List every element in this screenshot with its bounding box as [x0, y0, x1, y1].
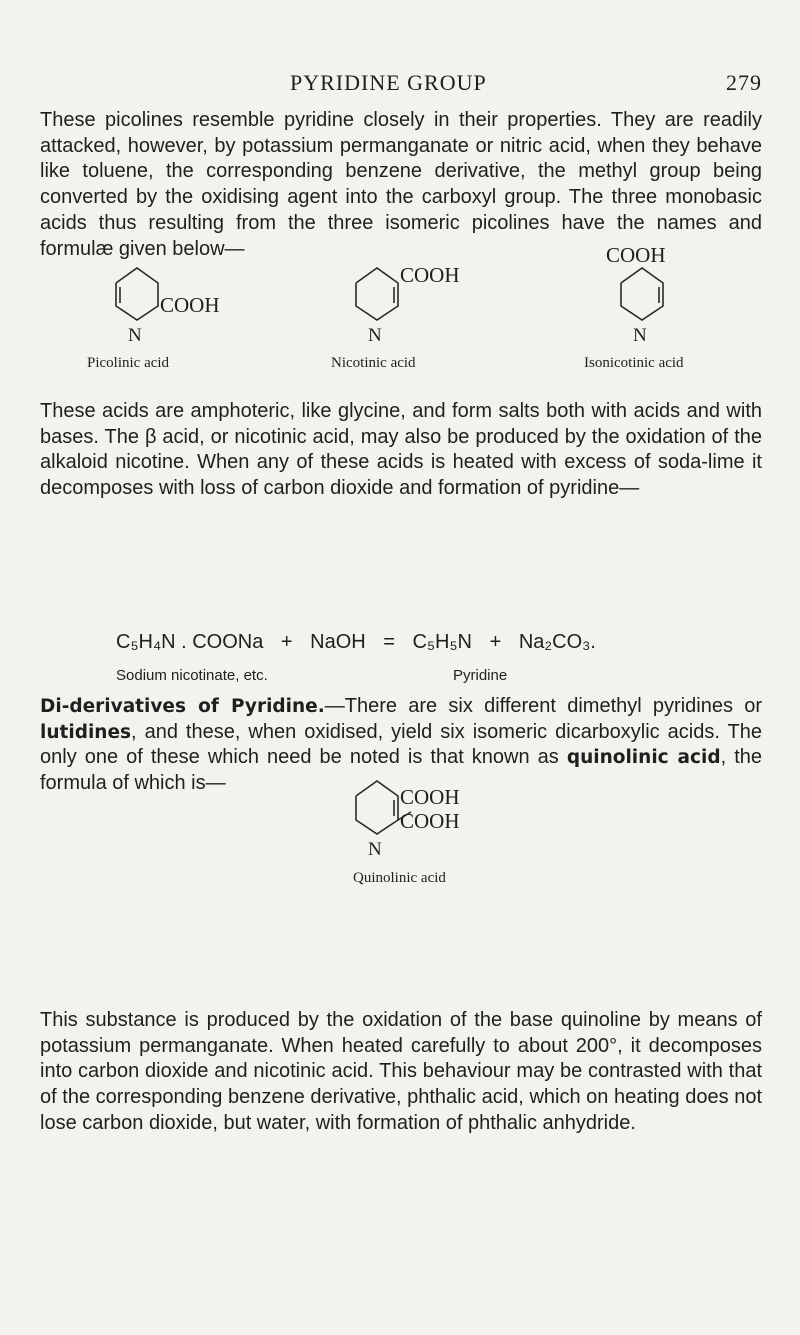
- page-number: 279: [726, 70, 762, 95]
- equation-reactant2: NaOH: [310, 631, 366, 653]
- nicotinic-heteroatom: N: [368, 325, 382, 346]
- equation-plus2: +: [489, 631, 502, 653]
- isonicotinic-heteroatom: N: [633, 325, 647, 346]
- paragraph-picolines: These picolines resemble pyridine closely in their properties. They are readily attacked, however, by potassium permanganate or nitric acid, when they behave like toluene, the corresponding benzene derivative, the methyl group being converted by the oxidising agent into the carboxyl group. The three monobasic acids thus resulting from the three isomeric picolines have the names and formulæ given below—: [40, 109, 762, 260]
- paragraph3-text-a: —There are six different dimethyl pyridines or: [324, 695, 762, 717]
- nicotinic-caption: Nicotinic acid: [331, 355, 416, 371]
- running-title: PYRIDINE GROUP: [290, 70, 487, 95]
- picolinic-substituent: COOH: [160, 293, 220, 317]
- equation-plus1: +: [280, 631, 293, 653]
- section-heading: Di-derivatives of Pyridine.: [40, 696, 325, 717]
- equation-caption-right: Pyridine: [453, 667, 508, 684]
- quinolinic-heteroatom: N: [368, 839, 382, 860]
- term-quinolinic-acid: quinolinic acid: [566, 747, 721, 769]
- nicotinic-substituent: COOH: [400, 263, 460, 287]
- paragraph3-text-c: , the formula of which is—: [40, 746, 762, 795]
- term-lutidines: lutidines: [40, 721, 132, 743]
- equation-caption-left: Sodium nicotinate, etc.: [116, 667, 268, 684]
- equation-product2: Na₂CO₃.: [518, 631, 596, 653]
- quinolinic-substituent-1: COOH: [400, 785, 460, 809]
- isonicotinic-caption: Isonicotinic acid: [584, 355, 684, 371]
- equation-reactant1: C₅H₄N . COONa: [116, 631, 264, 653]
- quinolinic-caption: Quinolinic acid: [353, 870, 446, 886]
- quinolinic-substituent-2: COOH: [400, 809, 460, 833]
- isonicotinic-substituent: COOH: [606, 243, 666, 267]
- picolinic-heteroatom: N: [128, 325, 142, 346]
- picolinic-caption: Picolinic acid: [87, 355, 170, 371]
- paragraph-quinoline-oxidation: This substance is produced by the oxidation of the base quinoline by means of potassium permanganate. When heated carefully to about 200°, it decomposes into carbon dioxide and nicotinic acid. This behaviour may be contrasted with that of the corresponding benzene derivative, phthalic acid, which on heating does not lose carbon dioxide, but water, with formation of phthalic anhydride.: [40, 1009, 762, 1134]
- equation-equals: =: [383, 631, 395, 653]
- paragraph-amphoteric: These acids are amphoteric, like glycine, and form salts both with acids and with bases. The β acid, or nicotinic acid, may also be produced by the oxidation of the alkaloid nicotine. When any of these acids is heated with excess of soda-lime it decomposes with loss of carbon dioxide and formation of pyridine—: [40, 400, 762, 500]
- equation-product1: C₅H₅N: [412, 631, 472, 653]
- paragraph3-text-b: , and these, when oxidised, yield six isomeric dicarboxylic acids. The only one of these which need be noted is that known as: [40, 720, 762, 769]
